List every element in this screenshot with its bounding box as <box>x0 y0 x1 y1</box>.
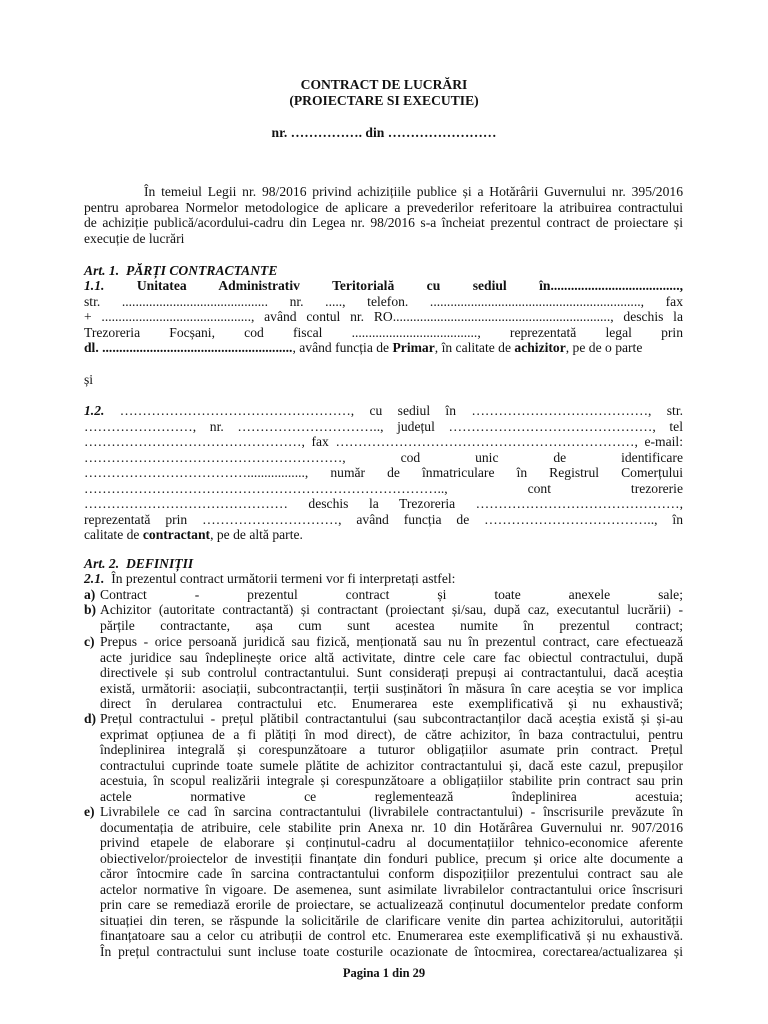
art2-heading <box>84 556 683 572</box>
text-run: , pe de o parte <box>565 340 643 355</box>
list-marker: a) <box>84 587 96 602</box>
p12-line: reprezentată prin …………………………, având funcția de ……………………………….., în <box>84 511 683 527</box>
definition-line: documentația de atribuire, cele stabilite prin Anexa nr. 10 din Hotărârea Guvernului nr. 907/2016 <box>100 819 683 835</box>
text-run: , în calitate de <box>434 340 515 355</box>
text-run: , pe de altă parte. <box>210 527 303 542</box>
definition-text <box>100 587 683 603</box>
preamble-line: de achiziție publică/acordului-cadru din Legea nr. 98/2016 s-a încheiat prezentul contract de proiectare și <box>84 215 683 230</box>
definition-line: există, următorii: asociații, subcontractanții, terții susținători în măsura în care aceștia se vor implica <box>100 680 683 696</box>
definition-line: Livrabilele ce cad în sarcina contractantului (livrabilele contractantului) - înscrisurile prevăzute în <box>100 804 683 819</box>
paragraph-2-1 <box>84 571 683 587</box>
representative-name: dl. ........................................................ <box>84 340 293 355</box>
definition-line: actele normative ce reglementează îndeplinirea acestuia; <box>100 788 683 804</box>
text-run: calitate de <box>84 527 143 542</box>
definition-line: acte juridice sau îndeplinește orice altă activitate, dintre cele care fac obiectul contractului, după <box>100 649 683 665</box>
definition-line: directivele și sub controlul contractantului. Sunt considerați prepuși ai contractantului, dacă aceștia <box>100 665 683 680</box>
list-marker: c) <box>84 634 95 649</box>
p12-line: ……………………………………… deschis la Trezoreria ………………………………………, <box>84 496 683 511</box>
definition-line: direct în derularea contractului etc. Enumerarea este exemplificativă și nu exhaustivă; <box>100 696 683 711</box>
definition-line: În prețul contractului sunt incluse toate costurile ocazionate de întocmirea, corectarea/actualizarea și <box>100 943 683 959</box>
contract-subtitle: (PROIECTARE SI EXECUTIE) <box>289 93 479 108</box>
art1-heading <box>84 263 683 279</box>
art1-heading-title: PĂRȚI CONTRACTANTE <box>125 263 278 278</box>
p11-line: str. ........................................... nr. ....., telefon. .............................................................., fax <box>84 293 683 309</box>
p11-last-line <box>84 340 683 356</box>
definition-line: obiectivelor/proiectelor de investiții finanțate din fonduri publice, precum și orice alte documente a <box>100 850 683 866</box>
art1-heading-number: Art. 1. <box>84 263 120 278</box>
paragraph-1-1 <box>84 278 683 356</box>
art2-heading-title: DEFINIȚII <box>125 556 194 571</box>
contract-title: CONTRACT DE LUCRĂRI <box>300 77 468 92</box>
contract-number-line: nr. ……………. din …………………… <box>271 125 497 140</box>
p12-line: …………………………………………, fax …………………………………………………………, e-mail: <box>84 434 683 449</box>
p12-line: …………………………………………………………………….., cont trezorerie <box>84 480 683 496</box>
definition-line: prin care se remediază erorile de proiectare, se actualizează conținutul documentelor predate conform <box>100 897 683 912</box>
p12-last-line <box>84 527 683 543</box>
paragraph-1-2 <box>84 403 683 543</box>
art2-heading-number: Art. 2. <box>84 556 120 571</box>
definition-line: îndeplinirea integrală și corespunzătoare a tuturor obligațiilor asumate prin contract. Prețul <box>100 742 683 757</box>
preamble-line: În temeiul Legii nr. 98/2016 privind achizițiile publice și a Hotărârii Guvernului nr. 395/2016 <box>144 184 683 199</box>
definition-line: părțile contractante, așa cum sunt acestea numite în prezentul contract; <box>100 617 683 633</box>
definition-line: contractului cuprinde toate sumele plătite de achizitor contractantului și, dacă este cazul, prepușilor <box>100 757 683 773</box>
p12-line: …………………………………………………, cod unic de identificare <box>84 449 683 465</box>
list-marker: e) <box>84 804 95 819</box>
p21-text: În prezentul contract următorii termeni vor fi interpretați astfel: <box>111 571 456 586</box>
definition-line: privind etapele de elaborare și conținutul-cadru al documentațiilor tehnico-economice aferente <box>100 835 683 850</box>
definition-line: situației din teren, se răspunde la solicitările de clarificare venite din partea achizitorului, autorității <box>100 912 683 928</box>
definition-line: Prețul contractului - prețul plătibil contractantului (sau subcontractanților dacă aceștia există și și-au <box>100 711 683 726</box>
p12-first-line: ……………………………………………, cu sediul în …………………………………, str. <box>119 403 683 418</box>
p12-line: ……………………, nr. ………………………….., județul ………………………………………, tel <box>84 418 683 434</box>
preamble-line: execuție de lucrări <box>84 230 185 246</box>
p21-number: 2.1. <box>84 571 105 586</box>
definition-text <box>100 804 683 959</box>
definition-line: Prepus - orice persoană juridică sau fizică, menționată sau nu în prezentul contract, care efectuează <box>100 634 683 649</box>
definition-line: Contract - prezentul contract și toate anexele sale; <box>100 587 683 602</box>
preamble-line: pentru aprobarea Normelor metodologice de aplicare a prevederilor referitoare la atribuirea contractului <box>84 199 683 215</box>
definition-text <box>100 711 683 804</box>
p11-line: + ............................................, având contul nr. RO................................................................, deschis la <box>84 309 683 324</box>
p12-number: 1.2. <box>84 403 105 418</box>
conjunction-si: și <box>84 372 94 387</box>
definition-line: exprimat opțiunea de a fi plătiți în mod direct), de către achizitor, în baza contractului, pentru <box>100 726 683 742</box>
p11-line: Trezoreria Focșani, cod fiscal ....................................., reprezentată legal prin <box>84 324 683 340</box>
definition-line: căror întocmire cade în sarcina contractantului conform dispozițiilor prezentului contract sau ale <box>100 866 683 881</box>
p11-number: 1.1. <box>84 278 105 293</box>
role-achizitor: achizitor <box>514 340 566 355</box>
p12-line: ………………………………................., număr de înmatriculare în Registrul Comerțului <box>84 465 683 480</box>
role-contractant: contractant <box>142 527 211 542</box>
preamble <box>84 184 683 246</box>
p11-first-line: Unitatea Administrativ Teritorială cu sediul în......................................, <box>136 278 683 293</box>
definition-line: acestuia, în scopul realizării integrale și corespunzătoare a obligațiilor stabilite prin contract sau prin <box>100 773 683 788</box>
page-number-footer: Pagina 1 din 29 <box>342 966 426 980</box>
definition-line: finanțatoare sau a celor cu atribuții de control etc. Enumerarea este exemplificativă și nu exhaustivă. <box>100 928 683 943</box>
definition-text <box>100 634 683 712</box>
list-marker: d) <box>84 711 97 726</box>
definition-line: actelor normative în vigoare. De asemenea, sunt asimilate livrabilelor contractantului orice înscrisuri <box>100 881 683 897</box>
list-marker: b) <box>84 602 97 617</box>
role-primar: Primar <box>392 340 435 355</box>
p12-line <box>84 403 683 419</box>
text-run: , având funcția de <box>292 340 393 355</box>
p11-line <box>84 278 683 294</box>
definition-text <box>100 602 683 633</box>
definition-line: Achizitor (autoritate contractantă) și contractant (proiectant și/sau, după caz, executantul lucrării) - <box>100 602 683 617</box>
